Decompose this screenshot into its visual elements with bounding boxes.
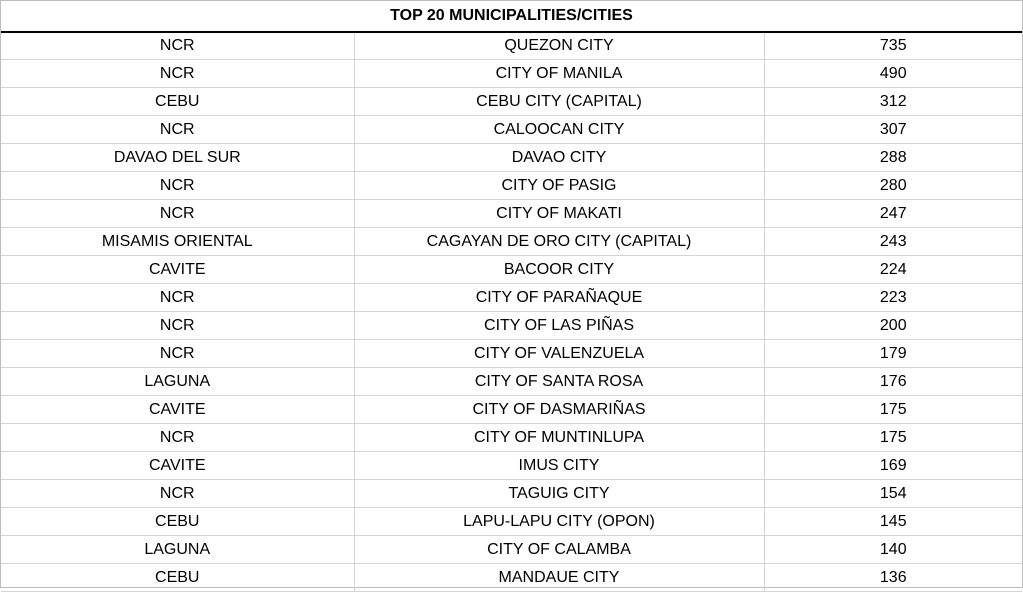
count-cell[interactable]: 288 xyxy=(764,144,1022,172)
province-cell[interactable]: NCR xyxy=(1,60,354,88)
province-cell[interactable]: NCR xyxy=(1,424,354,452)
province-cell[interactable]: NCR xyxy=(1,340,354,368)
count-cell[interactable]: 307 xyxy=(764,116,1022,144)
province-cell[interactable]: CAVITE xyxy=(1,396,354,424)
province-cell[interactable]: LAGUNA xyxy=(1,368,354,396)
count-cell[interactable]: 223 xyxy=(764,284,1022,312)
city-cell[interactable]: CITY OF DASMARIÑAS xyxy=(354,396,764,424)
count-cell[interactable]: 243 xyxy=(764,228,1022,256)
province-cell[interactable]: NCR xyxy=(1,480,354,508)
city-cell[interactable]: CALOOCAN CITY xyxy=(354,116,764,144)
table-row xyxy=(1,452,1022,480)
count-cell[interactable]: 735 xyxy=(764,33,1022,60)
province-cell[interactable]: LAGUNA xyxy=(1,536,354,564)
city-cell[interactable]: CITY OF MUNTINLUPA xyxy=(354,424,764,452)
count-cell[interactable]: 200 xyxy=(764,312,1022,340)
province-cell[interactable]: CAVITE xyxy=(1,452,354,480)
table-row xyxy=(1,88,1022,116)
count-cell[interactable]: 179 xyxy=(764,340,1022,368)
table-row xyxy=(1,368,1022,396)
city-cell[interactable]: CITY OF PARAÑAQUE xyxy=(354,284,764,312)
table-body xyxy=(1,33,1022,592)
table-row xyxy=(1,424,1022,452)
city-cell[interactable]: CITY OF MANILA xyxy=(354,60,764,88)
city-cell[interactable]: CAGAYAN DE ORO CITY (CAPITAL) xyxy=(354,228,764,256)
city-cell[interactable]: QUEZON CITY xyxy=(354,33,764,60)
count-cell[interactable]: 169 xyxy=(764,452,1022,480)
province-cell[interactable]: CEBU xyxy=(1,564,354,592)
count-cell[interactable]: 154 xyxy=(764,480,1022,508)
city-cell[interactable]: CITY OF CALAMBA xyxy=(354,536,764,564)
table-row xyxy=(1,144,1022,172)
count-cell[interactable]: 490 xyxy=(764,60,1022,88)
province-cell[interactable]: DAVAO DEL SUR xyxy=(1,144,354,172)
table-row xyxy=(1,396,1022,424)
province-cell[interactable]: NCR xyxy=(1,33,354,60)
table-row xyxy=(1,564,1022,592)
city-cell[interactable]: DAVAO CITY xyxy=(354,144,764,172)
count-cell[interactable]: 175 xyxy=(764,396,1022,424)
province-cell[interactable]: NCR xyxy=(1,172,354,200)
province-cell[interactable]: NCR xyxy=(1,312,354,340)
table-row xyxy=(1,312,1022,340)
count-cell[interactable]: 224 xyxy=(764,256,1022,284)
city-cell[interactable]: CEBU CITY (CAPITAL) xyxy=(354,88,764,116)
city-cell[interactable]: CITY OF SANTA ROSA xyxy=(354,368,764,396)
count-cell[interactable]: 247 xyxy=(764,200,1022,228)
table-row xyxy=(1,256,1022,284)
count-cell[interactable]: 140 xyxy=(764,536,1022,564)
city-cell[interactable]: LAPU-LAPU CITY (OPON) xyxy=(354,508,764,536)
province-cell[interactable]: CAVITE xyxy=(1,256,354,284)
table-row xyxy=(1,116,1022,144)
count-cell[interactable]: 312 xyxy=(764,88,1022,116)
table-row xyxy=(1,33,1022,60)
count-cell[interactable]: 280 xyxy=(764,172,1022,200)
city-cell[interactable]: IMUS CITY xyxy=(354,452,764,480)
province-cell[interactable]: NCR xyxy=(1,284,354,312)
table-row xyxy=(1,172,1022,200)
count-cell[interactable]: 175 xyxy=(764,424,1022,452)
count-cell[interactable]: 176 xyxy=(764,368,1022,396)
city-cell[interactable]: BACOOR CITY xyxy=(354,256,764,284)
city-cell[interactable]: CITY OF PASIG xyxy=(354,172,764,200)
table-row xyxy=(1,536,1022,564)
table-row xyxy=(1,284,1022,312)
city-cell[interactable]: TAGUIG CITY xyxy=(354,480,764,508)
city-cell[interactable]: CITY OF VALENZUELA xyxy=(354,340,764,368)
table-row xyxy=(1,228,1022,256)
city-cell[interactable]: CITY OF LAS PIÑAS xyxy=(354,312,764,340)
table-title: TOP 20 MUNICIPALITIES/CITIES xyxy=(1,1,1022,33)
province-cell[interactable]: MISAMIS ORIENTAL xyxy=(1,228,354,256)
city-cell[interactable]: MANDAUE CITY xyxy=(354,564,764,592)
province-cell[interactable]: NCR xyxy=(1,200,354,228)
table-row xyxy=(1,60,1022,88)
table-row xyxy=(1,480,1022,508)
province-cell[interactable]: CEBU xyxy=(1,88,354,116)
count-cell[interactable]: 136 xyxy=(764,564,1022,592)
table-row xyxy=(1,508,1022,536)
count-cell[interactable]: 145 xyxy=(764,508,1022,536)
table-row xyxy=(1,200,1022,228)
table-row xyxy=(1,340,1022,368)
municipalities-table xyxy=(1,33,1022,592)
city-cell[interactable]: CITY OF MAKATI xyxy=(354,200,764,228)
province-cell[interactable]: CEBU xyxy=(1,508,354,536)
province-cell[interactable]: NCR xyxy=(1,116,354,144)
